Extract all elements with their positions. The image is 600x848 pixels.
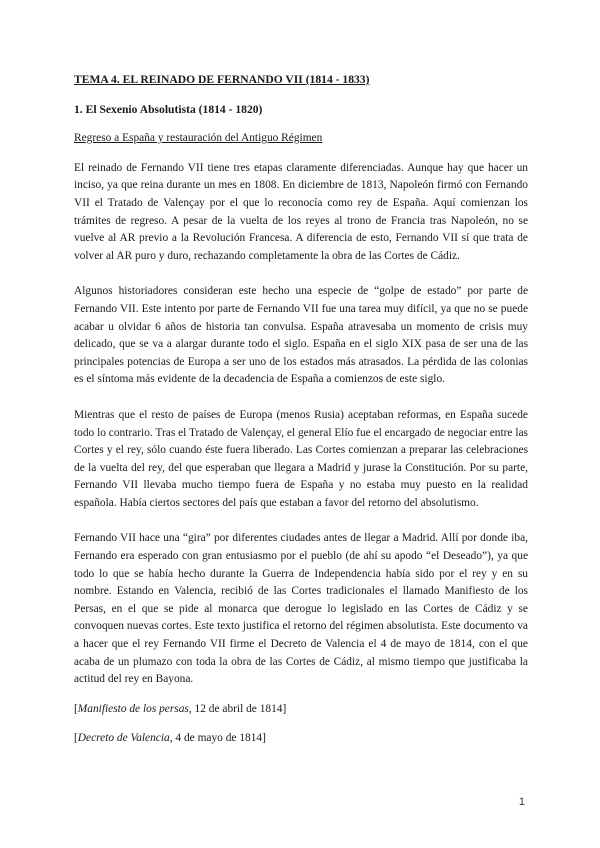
paragraph: Mientras que el resto de países de Europa (menos Rusia) aceptaban reformas, en España sucede todo lo contrario. Tras el Tratado de Valençay, el general Elío fue el encargado de negociar entre las Cortes y el rey, sólo cuando éste fuera liberado. Las Cortes comienzan a preparar las celebraciones de la vuelta del rey, del que esperaban que llegara a Madrid y jurase la Constitución. Por su parte, Fernando VII llevaba mucho tiempo fuera de España y no estaba muy puesto en la realidad española. Había ciertos sectores del país que estaban a favor del retorno del absolutismo. [74,408,528,509]
source-reference [74,730,528,748]
paragraph: El reinado de Fernando VII tiene tres etapas claramente diferenciadas. Aunque hay que hacer un inciso, ya que reina durante un mes en 1808. En diciembre de 1813, Napoleón firmó con Fernando VII el Tratado de Valençay por el que lo reconocía como rey de España. Aquí comienzan los trámites de regreso. A pesar de la vuelta de los reyes al trono de Francia tras Napoleón, no se vuelve al AR previo a la Revolución Francesa. A diferencia de esto, Fernando VII sí que trata de volver al AR puro y duro, rechazando completamente la obra de las Cortes de Cádiz. [74,161,528,262]
reference-title: Decreto de Valencia [77,732,170,745]
section-title: 1. El Sexenio Absolutista (1814 - 1820) [74,102,263,116]
reference-date: , 12 de abril de 1814] [188,702,287,715]
reference-title: Manifiesto de los persas [77,702,189,715]
reference-bracket-open: [ [74,702,78,715]
paragraph: Algunos historiadores consideran este hecho una especie de “golpe de estado” por parte de Fernando VII. Este intento por parte de Fernando VII fue una tarea muy difícil, ya que no se puede acabar u olvidar 6 años de historia tan convulsa. España atravesaba un momento de crisis muy delicado, que se va a alargar durante todo el siglo. España en el siglo XIX pasa de ser una de las principales potencias de Europa a ser uno de los estados más atrasados. La pérdida de las colonias es el síntoma más evidente de la decadencia de España a comienzos de este siglo. [74,285,528,386]
document-body [74,71,528,760]
reference-date: , 4 de mayo de 1814] [169,732,266,745]
page-number: 1 [518,796,525,808]
paragraph: Fernando VII hace una “gira” por diferentes ciudades antes de llegar a Madrid. Allí por donde iba, Fernando era esperado con gran entusiasmo por el pueblo (de ahí su apodo “el Deseado”), ya que todo lo que se había hecho durante la Guerra de Independencia había sido por el rey y en su nombre. Estando en Valencia, recibió de las Cortes tradicionales el llamado Manifiesto de los Persas, en el que se pide al monarca que derogue lo legislado en las Cortes de Cádiz y se convoquen nuevas cortes. Este texto justifica el retorno del régimen absolutista. Este documento va a hacer que el rey Fernando VII firme el Decreto de Valencia el 4 de mayo de 1814, con el que acaba de un plumazo con toda la obra de las Cortes de Cádiz, al mismo tiempo que justificaba la actitud del rey en Bayona. [74,532,528,686]
subsection-heading: Regreso a España y restauración del Antiguo Régimen [74,132,323,145]
document-title: TEMA 4. EL REINADO DE FERNANDO VII (1814 - 1833) [74,73,370,86]
source-reference [74,701,528,719]
reference-bracket-open: [ [74,732,78,745]
